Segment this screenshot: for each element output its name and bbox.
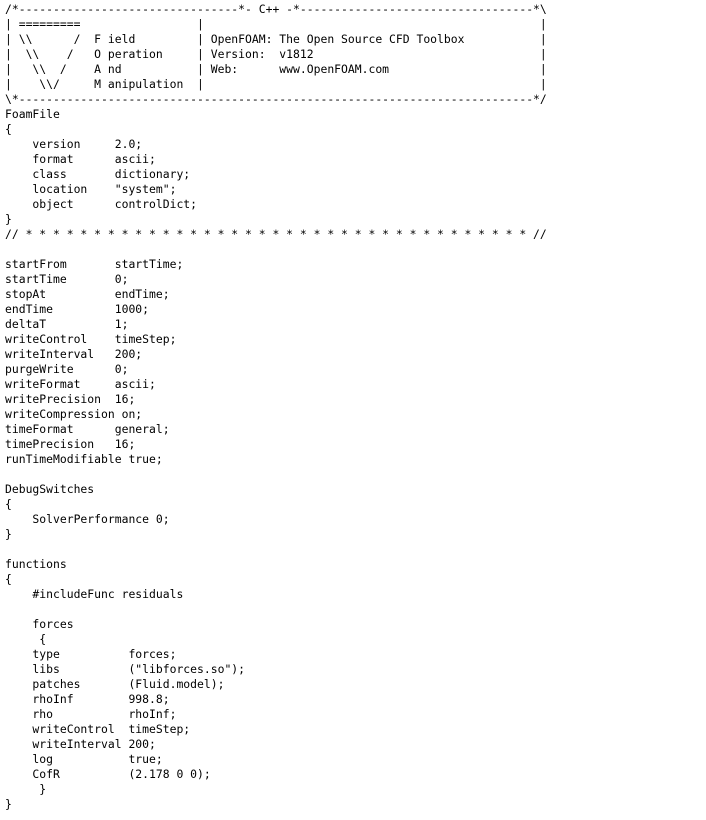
- code-line: | \\ / F ield | OpenFOAM: The Open Source CFD Toolbox |: [5, 32, 547, 46]
- code-line: }: [5, 212, 12, 226]
- code-line: writeInterval 200;: [5, 737, 156, 751]
- code-line: deltaT 1;: [5, 317, 129, 331]
- code-line: // * * * * * * * * * * * * * * * * * * * * * * * * * * * * * * * * * * * * * //: [5, 227, 547, 241]
- code-line: {: [5, 497, 12, 511]
- code-line: FoamFile: [5, 107, 60, 121]
- code-line: | \\/ M anipulation | |: [5, 77, 547, 91]
- code-line: writeControl timeStep;: [5, 722, 191, 736]
- code-line: patches (Fluid.model);: [5, 677, 225, 691]
- code-line: | \\ / O peration | Version: v1812 |: [5, 47, 547, 61]
- code-line: stopAt endTime;: [5, 287, 170, 301]
- code-line: startTime 0;: [5, 272, 129, 286]
- code-line: writeCompression on;: [5, 407, 143, 421]
- code-line: CofR (2.178 0 0);: [5, 767, 211, 781]
- code-line: {: [5, 122, 12, 136]
- code-line: | ========= | |: [5, 17, 547, 31]
- code-line: forces: [5, 617, 74, 631]
- code-line: purgeWrite 0;: [5, 362, 129, 376]
- code-line: class dictionary;: [5, 167, 191, 181]
- code-line: [5, 602, 547, 617]
- code-line: writeInterval 200;: [5, 347, 143, 361]
- code-line: {: [5, 572, 12, 586]
- code-line: | \\ / A nd | Web: www.OpenFOAM.com |: [5, 62, 547, 76]
- code-line: writePrecision 16;: [5, 392, 136, 406]
- code-line: [5, 542, 547, 557]
- code-line: endTime 1000;: [5, 302, 150, 316]
- code-line: }: [5, 527, 12, 541]
- code-line: }: [5, 797, 12, 811]
- code-line: rhoInf 998.8;: [5, 692, 170, 706]
- code-line: rho rhoInf;: [5, 707, 177, 721]
- code-line: functions: [5, 557, 67, 571]
- code-line: libs ("libforces.so");: [5, 662, 246, 676]
- code-line: runTimeModifiable true;: [5, 452, 163, 466]
- code-line: #includeFunc residuals: [5, 587, 184, 601]
- code-listing: [5, 2, 547, 812]
- code-line: type forces;: [5, 647, 177, 661]
- code-line: DebugSwitches: [5, 482, 95, 496]
- code-line: }: [5, 782, 47, 796]
- code-line: version 2.0;: [5, 137, 143, 151]
- code-line: \*---------------------------------------------------------------------------*/: [5, 92, 547, 106]
- code-line: location "system";: [5, 182, 177, 196]
- code-line: /*--------------------------------*- C++ -*----------------------------------*\: [5, 2, 547, 16]
- code-line: startFrom startTime;: [5, 257, 184, 271]
- code-line: [5, 467, 547, 482]
- code-line: log true;: [5, 752, 163, 766]
- code-line: writeControl timeStep;: [5, 332, 177, 346]
- code-line: {: [5, 632, 47, 646]
- code-line: SolverPerformance 0;: [5, 512, 170, 526]
- code-line: timePrecision 16;: [5, 437, 136, 451]
- code-line: writeFormat ascii;: [5, 377, 156, 391]
- code-line: [5, 242, 547, 257]
- code-line: timeFormat general;: [5, 422, 170, 436]
- code-line: format ascii;: [5, 152, 156, 166]
- code-line: object controlDict;: [5, 197, 198, 211]
